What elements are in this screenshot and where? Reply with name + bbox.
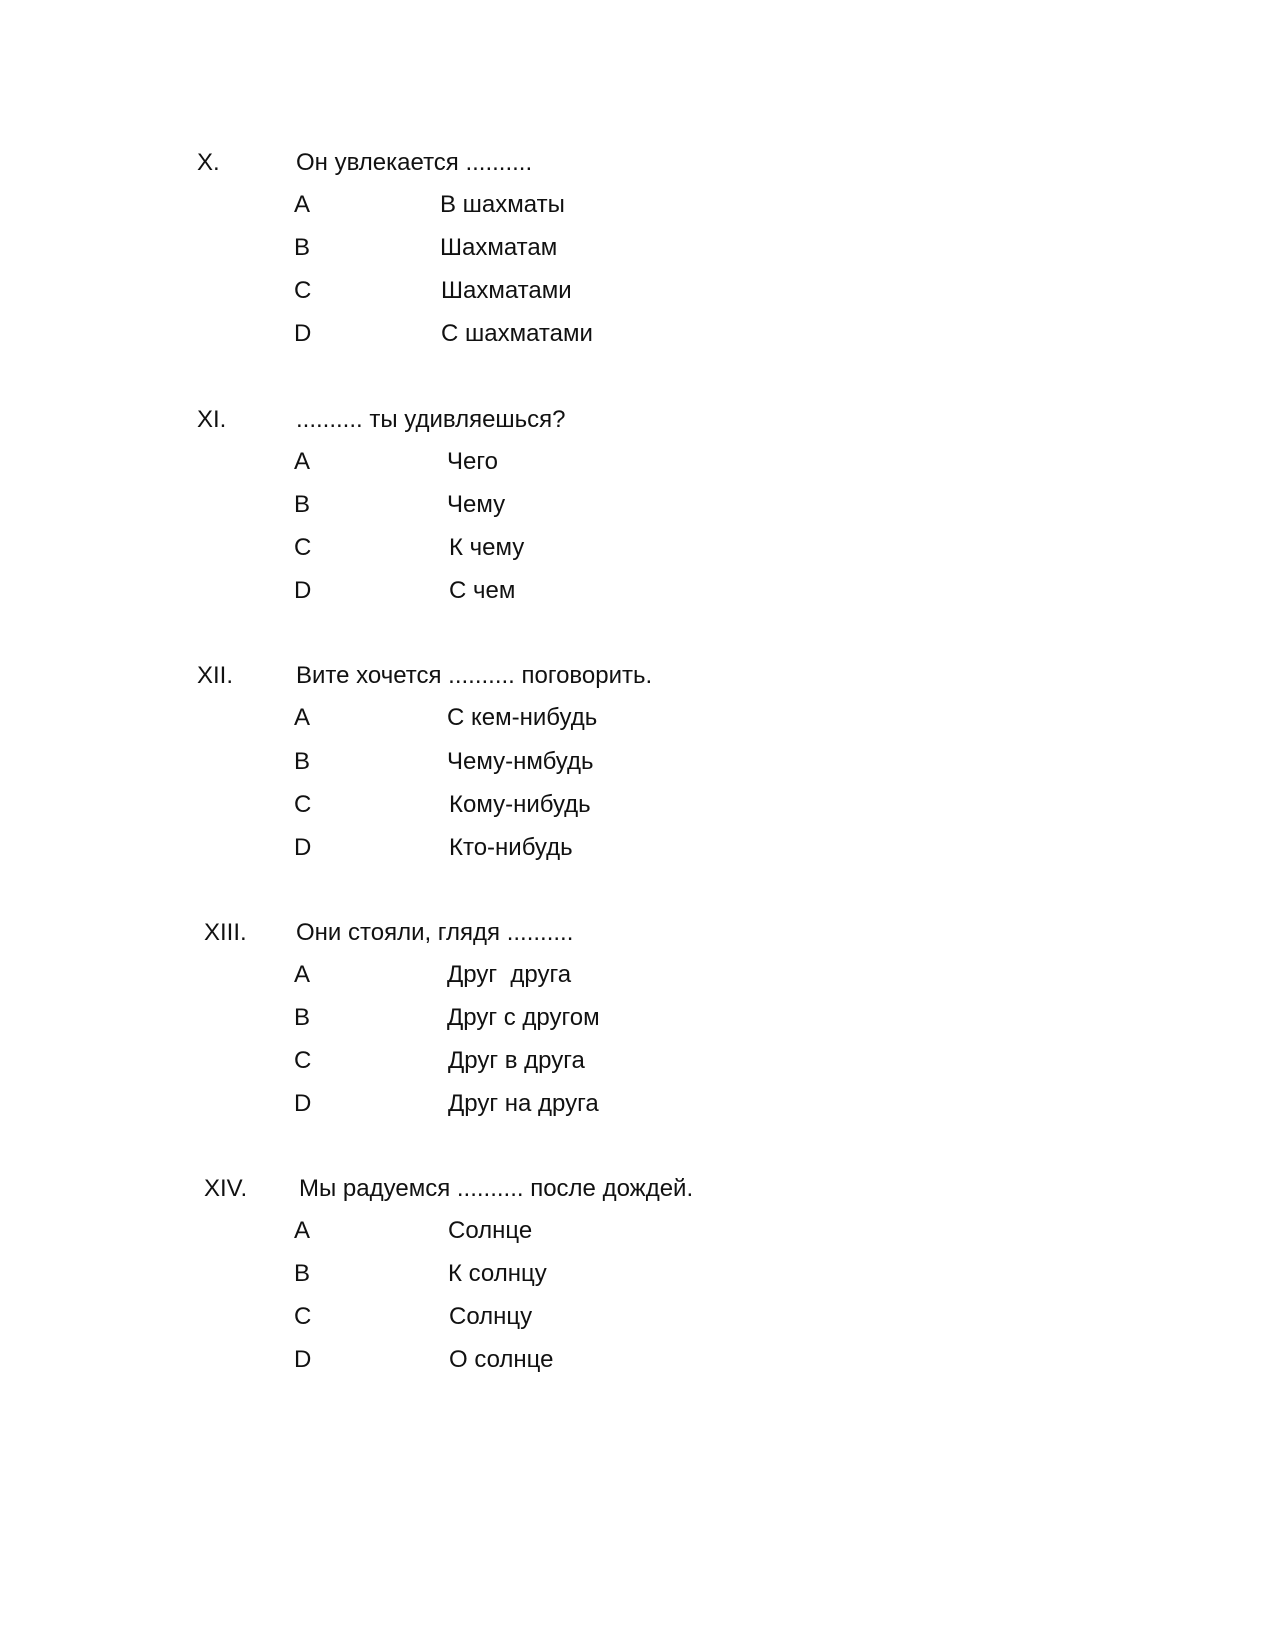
option-letter: B <box>294 748 311 775</box>
option-text: Солнце <box>448 1217 533 1244</box>
option-c <box>0 276 1275 306</box>
option-text: Кому-нибудь <box>449 791 591 818</box>
option-text: Чему <box>447 491 506 518</box>
option-text: Чему-нмбудь <box>447 748 594 775</box>
option-b <box>0 1259 1275 1289</box>
option-text: Чего <box>447 448 498 475</box>
option-text: Друг друга <box>447 961 572 988</box>
question-number: XI. <box>197 406 227 433</box>
question-number: XIV. <box>204 1175 248 1202</box>
option-letter: B <box>294 491 311 518</box>
option-b <box>0 1003 1275 1033</box>
option-a <box>0 960 1275 990</box>
option-d <box>0 833 1275 863</box>
option-letter: D <box>294 1346 312 1373</box>
option-text: Шахматами <box>441 277 572 304</box>
option-letter: C <box>294 534 312 561</box>
option-a <box>0 703 1275 733</box>
option-a <box>0 447 1275 477</box>
question-prompt: Мы радуемся .......... после дождей. <box>299 1175 694 1202</box>
option-text: К чему <box>449 534 525 561</box>
option-text: С чем <box>449 577 516 604</box>
option-d <box>0 319 1275 349</box>
option-text: К солнцу <box>448 1260 547 1287</box>
question-prompt: Они стояли, глядя .......... <box>296 919 574 946</box>
question-number: XII. <box>197 662 234 689</box>
question-number: XIII. <box>204 919 247 946</box>
option-a <box>0 190 1275 220</box>
option-text: Друг с другом <box>447 1004 600 1031</box>
option-d <box>0 576 1275 606</box>
option-letter: C <box>294 791 312 818</box>
option-letter: A <box>294 961 311 988</box>
option-text: Шахматам <box>440 234 558 261</box>
option-text: Друг в друга <box>448 1047 585 1074</box>
option-text: Кто-нибудь <box>449 834 573 861</box>
option-letter: D <box>294 320 312 347</box>
option-d <box>0 1089 1275 1119</box>
option-letter: B <box>294 1004 311 1031</box>
option-text: О солнце <box>449 1346 554 1373</box>
option-letter: D <box>294 577 312 604</box>
option-letter: A <box>294 448 311 475</box>
option-c <box>0 1302 1275 1332</box>
option-d <box>0 1345 1275 1375</box>
option-letter: D <box>294 1090 312 1117</box>
question-prompt: Он увлекается .......... <box>296 149 533 176</box>
option-c <box>0 533 1275 563</box>
option-text: С шахматами <box>441 320 593 347</box>
option-c <box>0 790 1275 820</box>
option-letter: A <box>294 191 311 218</box>
option-letter: A <box>294 1217 311 1244</box>
option-b <box>0 747 1275 777</box>
option-letter: C <box>294 1047 312 1074</box>
option-a <box>0 1216 1275 1246</box>
option-letter: C <box>294 277 312 304</box>
option-b <box>0 490 1275 520</box>
option-c <box>0 1046 1275 1076</box>
question-prompt: .......... ты удивляешься? <box>296 406 566 433</box>
option-text: В шахматы <box>440 191 565 218</box>
option-letter: B <box>294 1260 311 1287</box>
question-prompt: Вите хочется .......... поговорить. <box>296 662 653 689</box>
option-letter: D <box>294 834 312 861</box>
option-letter: B <box>294 234 311 261</box>
option-text: Друг на друга <box>448 1090 599 1117</box>
option-b <box>0 233 1275 263</box>
option-letter: A <box>294 704 311 731</box>
question-number: X. <box>197 149 220 176</box>
option-letter: C <box>294 1303 312 1330</box>
option-text: Солнцу <box>449 1303 533 1330</box>
option-text: С кем-нибудь <box>447 704 598 731</box>
